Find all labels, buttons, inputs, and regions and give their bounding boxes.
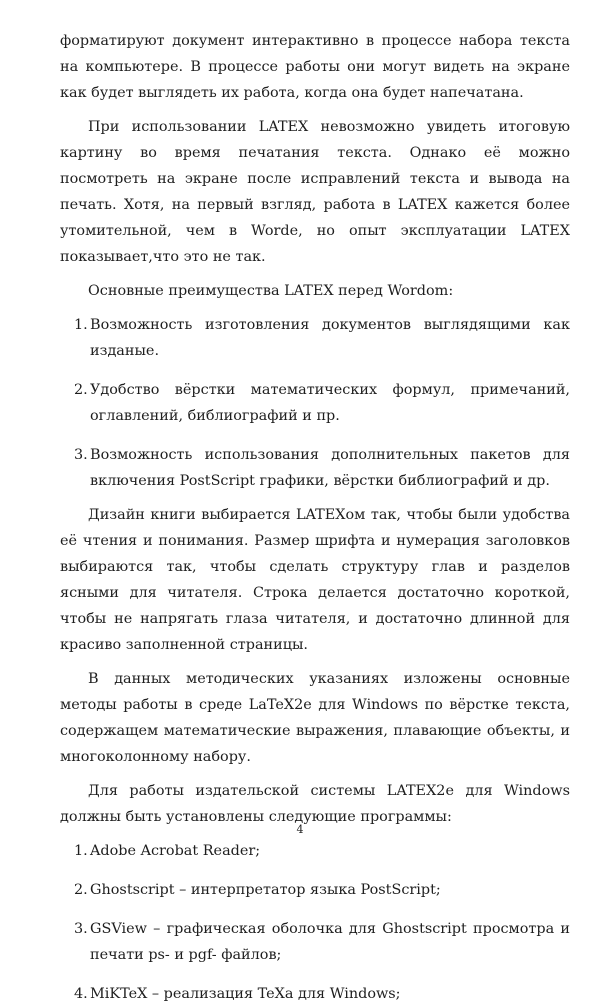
list-item-text: Ghostscript – интерпретатор языка PostScript;	[90, 882, 441, 898]
list-item-number: 3.	[74, 447, 88, 463]
page-number: 4	[296, 823, 304, 836]
list-item-number: 1.	[74, 843, 88, 859]
list-item-text: GSView – графическая оболочка для Ghostscript просмотра и печати ps- и pgf- файлов;	[90, 921, 570, 963]
paragraph-6: Для работы издательской системы LATEX2e для Windows должны быть установлены следующие программы:	[60, 783, 570, 825]
paragraph-4: Дизайн книги выбирается LATEXом так, чтобы были удобства её чтения и понимания. Размер шрифта и нумерация заголовков выбираются так, чтобы сделать структуру глав и разделов ясными для читателя. Строка делается достаточно короткой, чтобы не напрягать глаза читателя, и достаточно длинной для красиво заполненной страницы.	[60, 507, 570, 653]
list-item-text: Adobe Acrobat Reader;	[90, 843, 261, 859]
list-item-number: 1.	[74, 317, 88, 333]
list-item	[60, 838, 570, 864]
advantages-list	[60, 312, 570, 494]
list-item-number: 3.	[74, 921, 88, 937]
paragraph-5: В данных методических указаниях изложены основные методы работы в среде LaTeX2e для Windows по вёрстке текста, содержащем математические выражения, плавающие объекты, и многоколонному набору.	[60, 671, 570, 765]
list-item-text: Удобство вёрстки математических формул, примечаний, оглавлений, библиографий и пр.	[90, 382, 570, 424]
list-item	[60, 442, 570, 494]
list-item-text: Возможность использования дополнительных пакетов для включения PostScript графики, вёрстки библиографий и др.	[90, 447, 570, 489]
paragraph-1: форматируют документ интерактивно в процессе набора текста на компьютере. В процессе работы они могут видеть на экране как будет выглядеть их работа, когда она будет напечатана.	[60, 33, 570, 101]
list-item-number: 4.	[74, 986, 88, 1002]
list-item	[60, 981, 570, 1007]
list-item-number: 2.	[74, 382, 88, 398]
list-item	[60, 916, 570, 968]
programs-list	[60, 838, 570, 1007]
list-item-text: MiKTeX – реализация TeXa для Windows;	[90, 986, 401, 1002]
body-text	[60, 28, 570, 1007]
list-item-number: 2.	[74, 882, 88, 898]
paragraph-2: При использовании LATEX невозможно увидеть итоговую картину во время печатания текста. Однако её можно посмотреть на экране после исправлений текста и вывода на печать. Хотя, на первый взгляд, работа в LATEX кажется более утомительной, чем в Worde, но опыт эксплуатации LATEX показывает,что это не так.	[60, 119, 570, 265]
list-item	[60, 312, 570, 364]
list-item-text: Возможность изготовления документов выглядящими как изданые.	[90, 317, 570, 359]
list-item	[60, 377, 570, 429]
paragraph-3: Основные преимущества LATEX перед Wordom:	[88, 283, 454, 299]
list-item	[60, 877, 570, 903]
